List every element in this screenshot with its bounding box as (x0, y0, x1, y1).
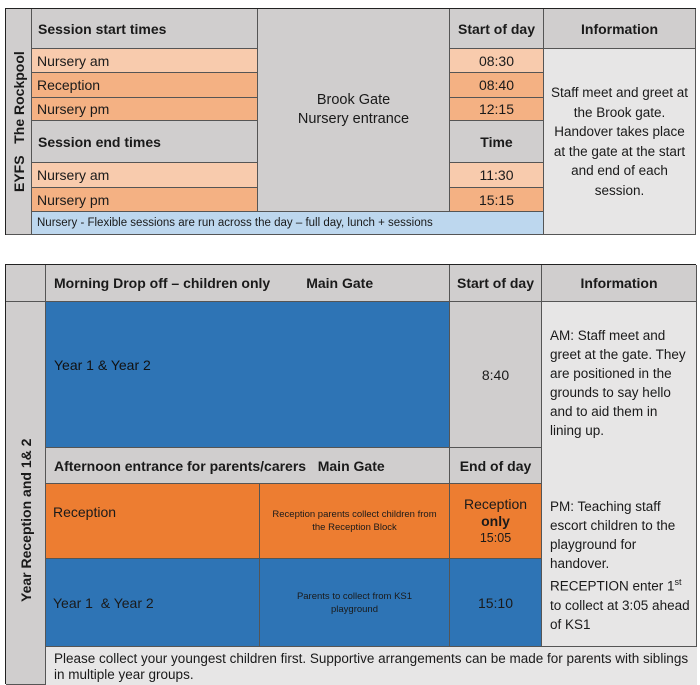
reception-detail: Reception parents collect children from the Reception Block (272, 509, 437, 533)
year-1-2-row-label (46, 559, 260, 647)
reception-time-word: Reception (463, 495, 528, 512)
end-session-nursery-pm: Nursery pm (32, 188, 258, 212)
reception-row-time (450, 484, 542, 559)
ks1-side-label: Year Reception and 1& 2 (18, 437, 34, 602)
ks1-information (542, 302, 697, 647)
ks1-information-pm-tail: to collect at 3:05 ahead of KS1 (550, 597, 690, 632)
start-of-day-header: Start of day (450, 9, 544, 49)
morning-year-1-2 (46, 302, 450, 448)
end-session-nursery-am: Nursery am (32, 163, 258, 188)
session-nursery-pm: Nursery pm (32, 98, 258, 121)
reception-time: 15:05 (479, 530, 512, 545)
year-1-2-label: Year 1 & Year 2 (53, 594, 154, 611)
morning-time: 8:40 (450, 302, 542, 448)
information-header: Information (544, 9, 696, 49)
ks1-information-am: AM: Staff meet and greet at the gate. They are positioned in the grounds to say hello and to aid them in lining up. (550, 328, 686, 438)
year-1-2-row-time: 15:10 (450, 559, 542, 647)
year-1-2-row-detail (260, 559, 450, 647)
ks1-start-of-day-header: Start of day (450, 265, 542, 302)
eyfs-note: Nursery - Flexible sessions are run across the day – full day, lunch + sessions (32, 212, 544, 235)
brook-gate-location: Brook Gate Nursery entrance (297, 92, 410, 127)
ks1-information-pm-sup: st (674, 577, 682, 587)
morning-drop-off-header (46, 265, 450, 302)
ks1-side-label-cell (6, 265, 46, 685)
afternoon-entrance-header: Afternoon entrance for parents/carers Main Gate (46, 448, 450, 484)
ks1-note-text: Please collect your youngest children first. Supportive arrangements can be made for parents with siblings in multiple year groups. (54, 651, 689, 682)
end-of-day-header: End of day (450, 448, 542, 484)
session-nursery-am: Nursery am (32, 49, 258, 73)
time-header: Time (450, 121, 544, 163)
eyfs-information (544, 49, 696, 235)
ks1-side-corner (6, 265, 46, 302)
ks1-drop-off-table (5, 264, 696, 684)
session-start-header: Session start times (32, 9, 258, 49)
reception-time-only: only (481, 512, 510, 529)
ks1-note (46, 647, 697, 685)
eyfs-information-text: Staff meet and greet at the Brook gate. Handover takes place at the gate at the start and end of each session. (550, 85, 689, 198)
morning-year-1-2-label: Year 1 & Year 2 (54, 357, 151, 373)
time-reception: 08:40 (450, 73, 544, 98)
main-gate-label: Main Gate (306, 275, 374, 291)
ks1-information-pm-text: PM: Teaching staff escort children to the playground for handover. RECEPTION enter 1 (550, 499, 676, 594)
reception-label: Reception (53, 504, 117, 520)
year-1-2-detail: Parents to collect from KS1 playground (296, 590, 413, 615)
ks1-information-pm (550, 497, 690, 634)
eyfs-session-table (5, 8, 696, 235)
end-time-nursery-am: 11:30 (450, 163, 544, 188)
time-nursery-pm: 12:15 (450, 98, 544, 121)
reception-row-detail (260, 484, 450, 559)
end-time-nursery-pm: 15:15 (450, 188, 544, 212)
eyfs-side-label: EYFS The Rockpool (11, 51, 27, 192)
session-reception: Reception (32, 73, 258, 98)
reception-row-label (46, 484, 260, 559)
morning-drop-off-label: Morning Drop off – children only (54, 275, 271, 291)
time-nursery-am: 08:30 (450, 49, 544, 73)
ks1-information-header: Information (542, 265, 697, 302)
session-end-header: Session end times (32, 121, 258, 163)
brook-gate-cell (258, 9, 450, 212)
eyfs-side-label-cell (6, 9, 32, 235)
